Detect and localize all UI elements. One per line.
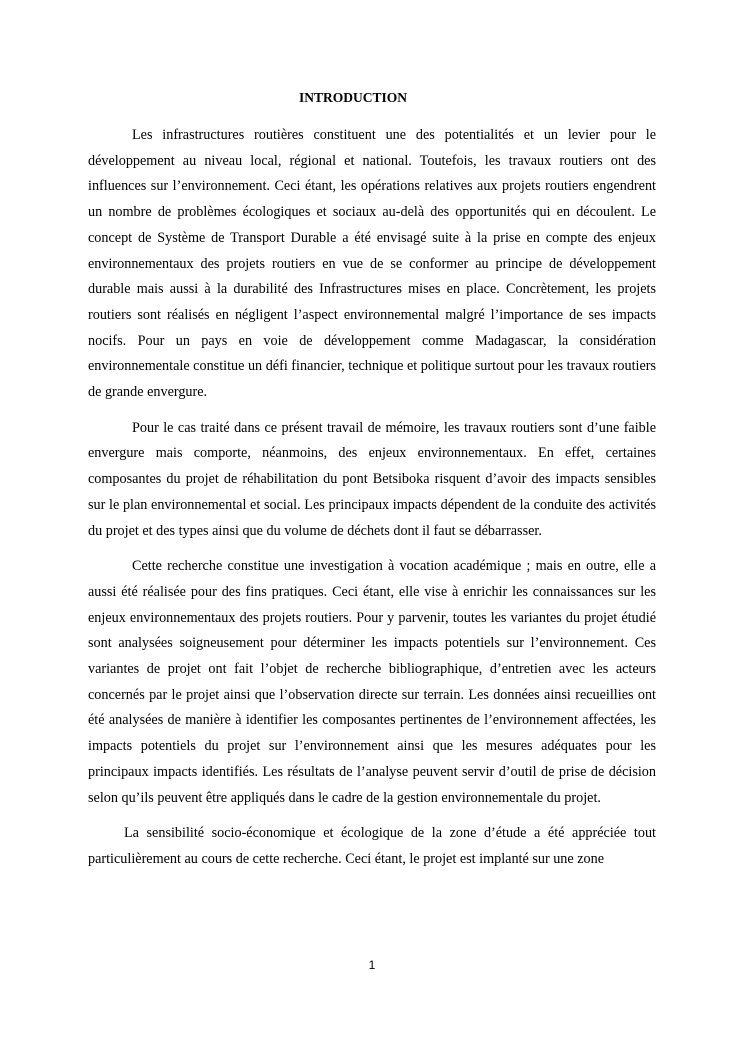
page-title: INTRODUCTION <box>298 90 407 105</box>
body-text <box>88 123 656 873</box>
paragraph-4: La sensibilité socio-économique et écologique de la zone d’étude a été appréciée tout particulièrement au cours de cette recherche. Ceci étant, le projet est implanté sur une zone <box>88 825 656 867</box>
paragraph-3: Cette recherche constitue une investigation à vocation académique ; mais en outre, elle a aussi été réalisée pour des fins pratiques. Ceci étant, elle vise à enrichir les connaissances sur les enjeux environnementaux des projets routiers. Pour y parvenir, toutes les variantes du projet étudié sont analysées soigneusement pour déterminer les impacts potentiels sur l’environnement. Ces variantes de projet ont fait l’objet de recherche bibliographique, d’entretien avec les acteurs concernés par le projet ainsi que l’observation directe sur terrain. Les données ainsi recueillies ont été analysées de manière à identifier les composantes pertinentes de l’environnement affectées, les impacts potentiels du projet sur l’environnement ainsi que les mesures adéquates pour les principaux impacts identifiés. Les résultats de l’analyse peuvent servir d’outil de prise de décision selon qu’ils peuvent être appliqués dans le cadre de la gestion environnementale du projet. <box>88 558 656 806</box>
paragraph-2: Pour le cas traité dans ce présent travail de mémoire, les travaux routiers sont d’une faible envergure mais comporte, néanmoins, des enjeux environnementaux. En effet, certaines composantes du projet de réhabilitation du pont Betsiboka risquent d’avoir des impacts sensibles sur le plan environnemental et social. Les principaux impacts dépendent de la conduite des activités du projet et des types ainsi que du volume de déchets dont il faut se débarrasser. <box>88 419 656 539</box>
paragraph-1: Les infrastructures routières constituent une des potentialités et un levier pour le développement au niveau local, régional et national. Toutefois, les travaux routiers ont des influences sur l’environnement. Ceci étant, les opérations relatives aux projets routiers engendrent un nombre de problèmes écologiques et sociaux au-delà des opportunités qui en découlent. Le concept de Système de Transport Durable a été envisagé suite à la prise en compte des enjeux environnementaux des projets routiers en vue de se conformer au principe de développement durable mais aussi à la durabilité des Infrastructures mises en place. Concrètement, les projets routiers sont réalisés en négligent l’aspect environnemental malgré l’importance de ses impacts nocifs. Pour un pays en voie de développement comme Madagascar, la considération environnementale constitue un défi financier, technique et politique surtout pour les travaux routiers de grande envergure. <box>88 127 656 401</box>
page-number: 1 <box>368 958 376 972</box>
